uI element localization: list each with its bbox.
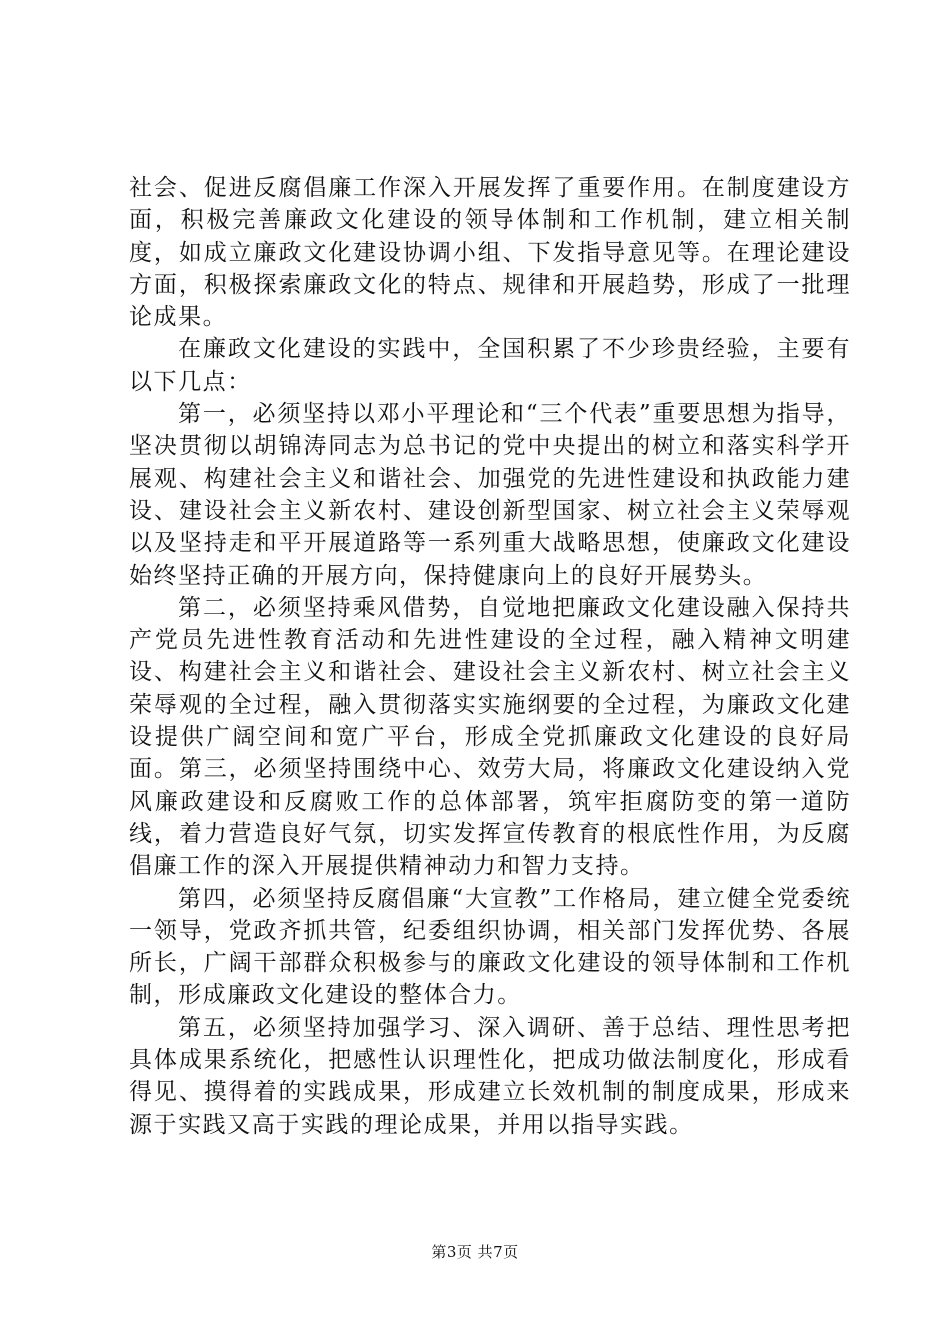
page-number-footer: 第3页 共7页 <box>431 1243 519 1261</box>
document-body <box>129 172 851 1141</box>
paragraph-6: 第五，必须坚持加强学习、深入调研、善于总结、理性思考把具体成果系统化，把感性认识理性化，把成功做法制度化，形成看得见、摸得着的实践成果，形成建立长效机制的制度成果，形成来源于实践又高于实践的理论成果，并用以指导实践。 <box>129 1014 851 1138</box>
paragraph-1: 社会、促进反腐倡廉工作深入开展发挥了重要作用。在制度建设方面，积极完善廉政文化建设的领导体制和工作机制，建立相关制度，如成立廉政文化建设协调小组、下发指导意见等。在理论建设方面，积极探索廉政文化的特点、规律和开展趋势，形成了一批理论成果。 <box>129 175 851 331</box>
paragraph-3: 第一，必须坚持以邓小平理论和“三个代表”重要思想为指导，坚决贯彻以胡锦涛同志为总书记的党中央提出的树立和落实科学开展观、构建社会主义和谐社会、加强党的先进性建设和执政能力建设、建设社会主义新农村、建设创新型国家、树立社会主义荣辱观以及坚持走和平开展道路等一系列重大战略思想，使廉政文化建设始终坚持正确的开展方向，保持健康向上的良好开展势头。 <box>129 401 851 589</box>
paragraph-5: 第四，必须坚持反腐倡廉“大宣教”工作格局，建立健全党委统一领导，党政齐抓共管，纪委组织协调，相关部门发挥优势、各展所长，广阔干部群众积极参与的廉政文化建设的领导体制和工作机制，形成廉政文化建设的整体合力。 <box>129 885 851 1009</box>
paragraph-4: 第二，必须坚持乘风借势，自觉地把廉政文化建设融入保持共产党员先进性教育活动和先进性建设的全过程，融入精神文明建设、构建社会主义和谐社会、建设社会主义新农村、树立社会主义荣辱观的全过程，融入贯彻落实实施纲要的全过程，为廉政文化建设提供广阔空间和宽广平台，形成全党抓廉政文化建设的良好局面。第三，必须坚持围绕中心、效劳大局，将廉政文化建设纳入党风廉政建设和反腐败工作的总体部署，筑牢拒腐防变的第一道防线，着力营造良好气氛，切实发挥宣传教育的根底性作用，为反腐倡廉工作的深入开展提供精神动力和智力支持。 <box>129 594 851 880</box>
paragraph-2: 在廉政文化建设的实践中，全国积累了不少珍贵经验，主要有以下几点： <box>129 336 851 395</box>
